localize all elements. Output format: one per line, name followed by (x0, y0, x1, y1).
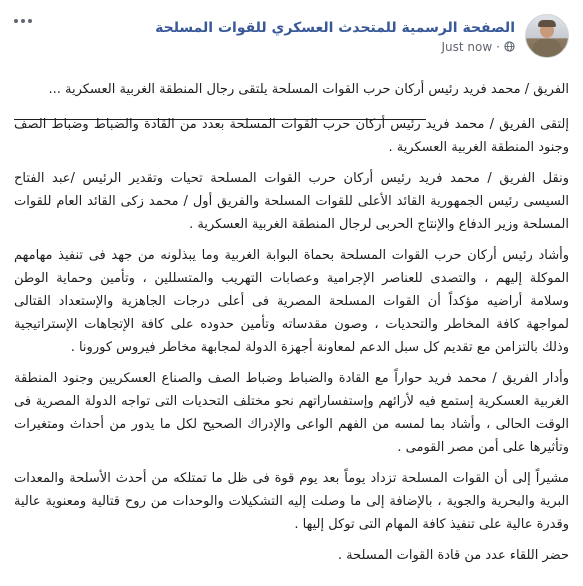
more-options-icon[interactable] (12, 14, 34, 28)
more-dot (28, 19, 32, 23)
post-paragraph: حضر اللقاء عدد من قادة القوات المسلحة . (337, 548, 569, 563)
page-name-link[interactable]: الصفحة الرسمية للمتحدث العسكري للقوات المسلحة (155, 19, 515, 36)
more-dot (21, 19, 25, 23)
post-paragraph: مشيراً إلى أن القوات المسلحة تزداد يوماً بعد يوم قوة فى ظل ما تمتلكه من أحدث الأسلحة والمعدات البرية والبحرية والجوية ، بالإضافة إلى ما وصلت إليه التشكيلات والوحدات من روح قتالية ومعنوية عالية وقدرة عالية على تنفيذ كافة المهام التى توكل إليها . (14, 471, 569, 532)
post-header (14, 0, 569, 64)
page-avatar[interactable] (525, 14, 569, 58)
post-timestamp[interactable]: Just now (441, 39, 493, 54)
more-dot (14, 19, 18, 23)
post-paragraph: وأشاد رئيس أركان حرب القوات المسلحة بحماة البوابة الغربية وما يبذلونه من جهد فى تنفيذ مهامهم الموكلة إليهم ، والتصدى للعناصر الإجرامية وعصابات التهريب والمتسللين ، وتأمين وحماية الوطن وسلامة أراضيه مؤكداً أن القوات المسلحة المصرية فى أعلى درجات الجاهزية والإستعداد القتالى لمواجهة كافة المخاطر والتحديات ، وصون مقدساته وتأمين حدوده على كافة الإتجاهات الإستراتيجية وذلك بالتزامن مع تقديم كل سبل الدعم لمعاونة أجهزة الدولة لمجابهة مخاطر فيروس كورونا . (14, 248, 569, 355)
post-headline: الفريق / محمد فريد رئيس أركان حرب القوات المسلحة يلتقى رجال المنطقة الغربية العسكرية ... (48, 82, 569, 97)
post-time-row (155, 40, 515, 54)
post-meta (155, 19, 515, 54)
post-paragraph: ونقل الفريق / محمد فريد رئيس أركان حرب القوات المسلحة تحيات وتقدير الرئيس /عبد الفتاح السيسى رئيس الجمهورية القائد الأعلى للقوات المسلحة والفريق أول / محمد زكى القائد العام للقوات المسلحة وزير الدفاع والإنتاج الحربى لرجال المنطقة الغربية العسكرية . (14, 171, 569, 232)
globe-icon[interactable] (504, 41, 515, 52)
avatar-cap (538, 20, 556, 27)
post-paragraph: وأدار الفريق / محمد فريد حواراً مع القادة والضباط وضباط الصف والصناع العسكريين وجنود المنطقة الغربية العسكرية إستمع فيه لأرائهم وإستفساراتهم نحو مختلف التحديات التى تواجه الدولة المصرية فى الوقت الحالى ، وأشاد بما لمسه من الفهم الواعى والإدراك الصحيح لكل ما يدور من أحداث ومتغيرات وتأثيرها على أمن مصر القومى . (14, 371, 569, 455)
meta-separator: · (496, 39, 500, 54)
post-paragraph: إلتقى الفريق / محمد فريد رئيس أركان حرب القوات المسلحة بعدد من القادة والضباط وضباط الصف وجنود المنطقة الغربية العسكرية . (14, 117, 569, 155)
post-body (14, 78, 569, 567)
avatar-uniform (533, 39, 561, 58)
